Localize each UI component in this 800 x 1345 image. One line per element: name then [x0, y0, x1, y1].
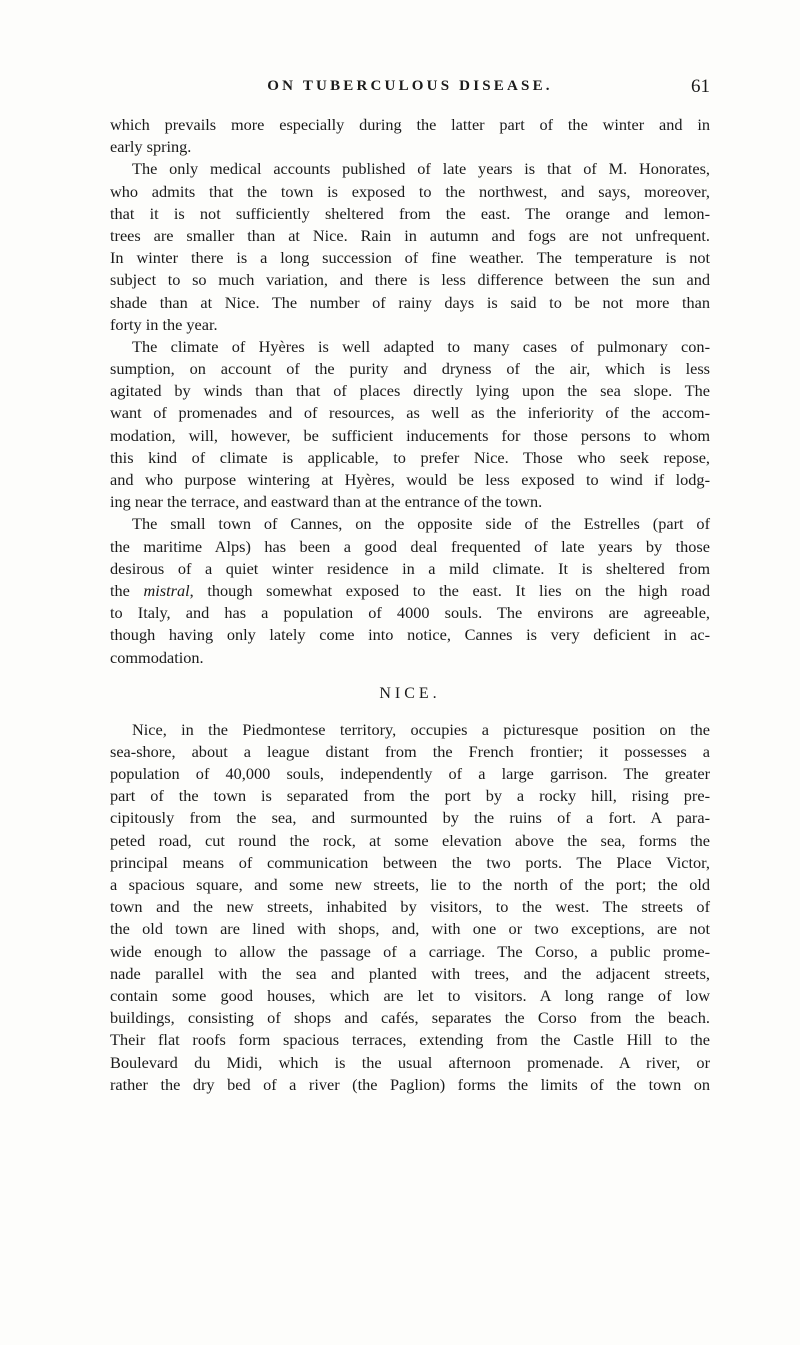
- text-line: shade than at Nice. The number of rainy days is said to be not more than: [110, 292, 710, 312]
- paragraph: [110, 513, 710, 668]
- text-line: The climate of Hyères is well adapted to many cases of pulmonary con-: [132, 336, 710, 356]
- text-line: buildings, consisting of shops and cafés, separates the Corso from the beach.: [110, 1008, 710, 1028]
- text-line: population of 40,000 souls, independently of a large garrison. The greater: [110, 764, 710, 784]
- text-line: this kind of climate is applicable, to prefer Nice. Those who seek repose,: [110, 447, 710, 467]
- text-line: nade parallel with the sea and planted with trees, and the adjacent streets,: [110, 963, 710, 983]
- text-line: part of the town is separated from the port by a rocky hill, rising pre-: [110, 786, 710, 806]
- text-line: early spring.: [110, 137, 192, 157]
- text-line: though having only lately come into notice, Cannes is very deficient in ac-: [110, 625, 710, 645]
- paragraph: [110, 114, 710, 158]
- running-head: [110, 78, 710, 102]
- text-line: Nice, in the Piedmontese territory, occupies a picturesque position on the: [132, 719, 710, 739]
- text-line: peted road, cut round the rock, at some elevation above the sea, forms the: [110, 830, 710, 850]
- text-line: ing near the terrace, and eastward than at the entrance of the town.: [110, 492, 543, 512]
- text-line: sea-shore, about a league distant from the French frontier; it possesses a: [110, 741, 710, 761]
- text-line: town and the new streets, inhabited by visitors, to the west. The streets of: [110, 897, 710, 917]
- text-line: rather the dry bed of a river (the Paglion) forms the limits of the town on: [110, 1074, 710, 1094]
- text-line: desirous of a quiet winter residence in a mild climate. It is sheltered from: [110, 558, 710, 578]
- italic-term: mistral: [143, 580, 190, 600]
- paragraph: [110, 719, 710, 1096]
- text-line: who admits that the town is exposed to the northwest, and says, moreover,: [110, 181, 710, 201]
- text-line: the maritime Alps) has been a good deal frequented of late years by those: [110, 536, 710, 556]
- text-line: and who purpose wintering at Hyères, would be less exposed to wind if lodg-: [110, 470, 710, 489]
- text-line: cipitously from the sea, and surmounted by the ruins of a fort. A para-: [110, 808, 710, 828]
- text-line: to Italy, and has a population of 4000 souls. The environs are agreeable,: [110, 603, 710, 623]
- section-heading: NICE.: [379, 684, 441, 702]
- text-line: The small town of Cannes, on the opposite side of the Estrelles (part of: [132, 514, 710, 534]
- text-line: contain some good houses, which are let to visitors. A long range of low: [110, 985, 710, 1005]
- text-line: sumption, on account of the purity and dryness of the air, which is less: [110, 359, 710, 379]
- text-line: trees are smaller than at Nice. Rain in autumn and fogs are not unfrequent.: [110, 225, 710, 245]
- text-line: that it is not sufficiently sheltered from the east. The orange and lemon-: [110, 203, 710, 223]
- text-line: Their flat roofs form spacious terraces, extending from the Castle Hill to the: [110, 1030, 710, 1050]
- text-line: In winter there is a long succession of fine weather. The temperature is not: [110, 248, 710, 268]
- text-line: forty in the year.: [110, 314, 218, 334]
- paragraph: [110, 158, 710, 336]
- text-line: the old town are lined with shops, and, with one or two exceptions, are not: [110, 919, 710, 939]
- page-number: 61: [691, 76, 710, 97]
- text-line: The only medical accounts published of late years is that of M. Honorates,: [132, 159, 710, 179]
- text-line: principal means of communication between the two ports. The Place Victor,: [110, 852, 710, 872]
- text-line: modation, will, however, be sufficient inducements for those persons to whom: [110, 425, 710, 445]
- text-line: wide enough to allow the passage of a carriage. The Corso, a public prome-: [110, 941, 710, 961]
- text-line: commodation.: [110, 647, 204, 667]
- text-line: a spacious square, and some new streets, lie to the north of the port; the old: [110, 875, 710, 894]
- text-line: agitated by winds than that of places directly lying upon the sea slope. The: [110, 381, 710, 401]
- running-title: ON TUBERCULOUS DISEASE.: [267, 78, 553, 94]
- text-line: the mistral, though somewhat exposed to the east. It lies on the high road: [110, 580, 711, 600]
- text-line: which prevails more especially during the latter part of the winter and in: [110, 115, 710, 134]
- paragraph: [110, 336, 710, 514]
- text-line: subject to so much variation, and there is less difference between the sun and: [110, 270, 710, 290]
- text-line: want of promenades and of resources, as well as the inferiority of the accom-: [110, 403, 710, 423]
- body-text: [110, 114, 710, 1096]
- text-line: Boulevard du Midi, which is the usual afternoon promenade. A river, or: [110, 1052, 710, 1072]
